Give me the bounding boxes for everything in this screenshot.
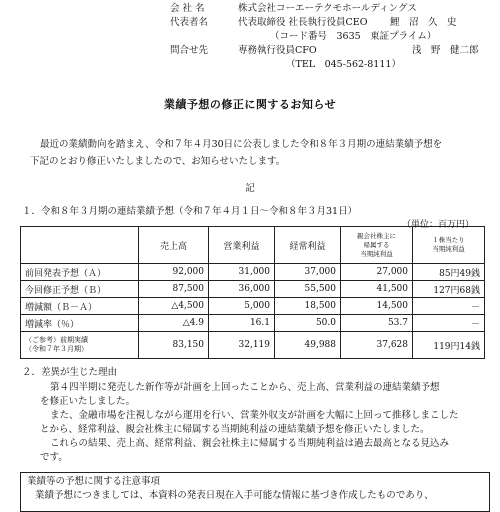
header-line: 親会社株主に (357, 231, 396, 240)
intro-line-1: 最近の業績動向を踏まえ、令和７年４月30日に公表しました令和８年３月期の連結業績予想を (40, 139, 443, 150)
reason-line-5: これらの結果、売上高、経常利益、親会社株主に帰属する当期純利益は過去最高となる見込み (50, 438, 450, 449)
representative-title: 代表取締役 社長執行役員CEO (238, 17, 368, 28)
notice-title: 業績等の予想に関する注意事項 (27, 476, 161, 487)
reason-line-4: とから、経常利益、親会社株主に帰属する当期純利益の連結業績予想を修正いたしました。 (40, 424, 430, 435)
intro-line-2: 下記のとおり修正いたしましたので、お知らせいたします。 (30, 156, 286, 167)
row-label: 増減率（％） (21, 315, 139, 332)
notice-box (20, 472, 490, 512)
table-row (21, 264, 485, 281)
table-cell: 31,000 (209, 264, 275, 281)
table-header-row (21, 227, 485, 264)
table-cell: 92,000 (139, 264, 209, 281)
representative-row (150, 16, 480, 30)
row-label: 前回発表予想（Ａ） (21, 264, 139, 281)
representative-label: 代表者名 (170, 17, 209, 28)
notice-line-1: 業績予想につきましては、本資料の発表日現在入手可能な情報に基づき作成したものであり、 (35, 490, 434, 501)
table-cell: 27,000 (341, 264, 413, 281)
table-header-cell: 売上高 (139, 227, 209, 264)
table-cell: 18,500 (275, 298, 341, 315)
header-line: 帰属する (363, 240, 390, 249)
table-cell: 49,988 (275, 332, 341, 359)
table-cell: 50.0 (275, 315, 341, 332)
table-cell: △4.9 (139, 315, 209, 332)
company-name: 株式会社コーエーテクモホールディングス (238, 3, 417, 14)
table-cell: 127円68銭 (413, 281, 485, 298)
section-1-title: １．令和８年３月期の連結業績予想（令和７年４月１日～令和８年３月31日） (22, 206, 358, 217)
contact-label: 問合せ先 (170, 45, 209, 56)
table-header-cell: 経常利益 (275, 227, 341, 264)
table-cell: 119円14銭 (413, 332, 485, 359)
page-title: 業績予想の修正に関するお知らせ (163, 98, 337, 111)
table-header-cell (341, 227, 413, 264)
table-cell: 5,000 (209, 298, 275, 315)
unit-label: （単位：百万円） (401, 220, 474, 230)
header-line: 当期純利益 (360, 249, 393, 258)
row-label: 今回修正予想（Ｂ） (21, 281, 139, 298)
row-label: 増減額（Ｂ－Ａ） (21, 298, 139, 315)
table-cell: 53.7 (341, 315, 413, 332)
contact-title: 専務執行役員CFO (238, 45, 317, 56)
table-cell: 36,000 (209, 281, 275, 298)
table-cell: － (413, 298, 485, 315)
ki-marker: 記 (245, 183, 255, 194)
table-row (21, 332, 485, 359)
row-label-line: （令和７年３月期） (25, 345, 88, 353)
header-line: １株当たり (432, 236, 465, 244)
tel-row (150, 58, 480, 72)
row-label (21, 332, 139, 359)
company-row (150, 2, 480, 16)
reason-line-3: また、金融市場を注視しながら運用を行い、営業外収支が計画を大幅に上回って推移しまこした (50, 410, 459, 421)
table-cell: 85円49銭 (413, 264, 485, 281)
table-cell: 41,500 (341, 281, 413, 298)
tel-line: （TEL 045-562-8111） (286, 59, 401, 70)
code-line: （コード番号 3635 東証プライム） (270, 31, 437, 42)
table-row (21, 298, 485, 315)
reason-line-6: です。 (40, 452, 68, 463)
contact-row (150, 44, 480, 58)
contact-name: 浅 野 健二郎 (412, 45, 479, 56)
table-cell: 37,628 (341, 332, 413, 359)
reason-line-2: を修正いたしました。 (40, 396, 136, 407)
forecast-table (20, 226, 485, 359)
code-row (150, 30, 480, 44)
table-row (21, 315, 485, 332)
table-header-cell (21, 227, 139, 264)
representative-name: 鯉 沼 久 史 (390, 17, 457, 28)
table-cell: 32,119 (209, 332, 275, 359)
table-cell: 37,000 (275, 264, 341, 281)
table-header-cell (413, 227, 485, 264)
table-header-cell: 営業利益 (209, 227, 275, 264)
table-cell: 16.1 (209, 315, 275, 332)
table-cell: － (413, 315, 485, 332)
header-line: 当期純利益 (432, 245, 465, 253)
reason-line-1: 第４四半期に発売した新作等が計画を上回ったことから、売上高、営業利益の連結業績予想 (50, 382, 440, 393)
section-2-title: ２．差異が生じた理由 (22, 367, 118, 378)
company-label: 会 社 名 (170, 3, 205, 14)
table-cell: 83,150 (139, 332, 209, 359)
table-cell: △4,500 (139, 298, 209, 315)
table-cell: 87,500 (139, 281, 209, 298)
table-row (21, 281, 485, 298)
row-label-line: （ご参考）前期実績 (25, 336, 88, 344)
table-cell: 14,500 (341, 298, 413, 315)
table-cell: 55,500 (275, 281, 341, 298)
